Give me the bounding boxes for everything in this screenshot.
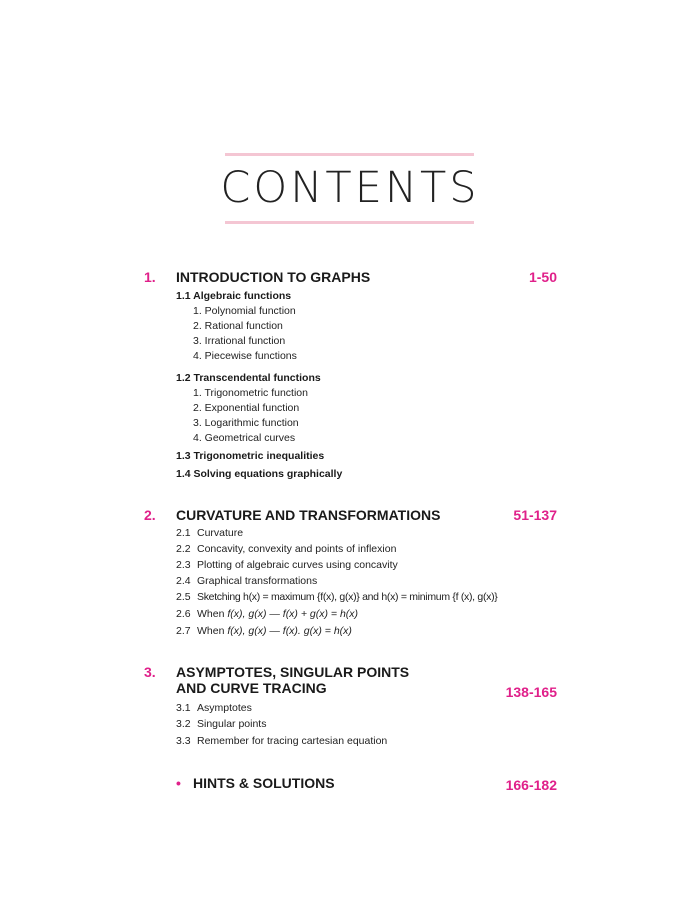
list-item: 1. Trigonometric function: [193, 387, 308, 399]
hints-bullet: •: [176, 775, 181, 791]
title-rule-bottom: [225, 221, 474, 224]
section-2-5: 2.5 Sketching h(x) = maximum {f(x), g(x)} and h(x) = minimum {f (x), g(x)}: [176, 591, 498, 603]
section-1-4-heading: 1.4 Solving equations graphically: [176, 468, 343, 480]
section-2-6: 2.6 When f(x), g(x) — f(x) + g(x) = h(x): [176, 608, 359, 620]
chapter-2-number: 2.: [144, 507, 156, 523]
section-3-2: 3.2 Singular points: [176, 718, 267, 730]
list-item: 2. Exponential function: [193, 402, 300, 414]
chapter-3-pages: 138-165: [505, 684, 557, 700]
list-item: 3. Irrational function: [193, 335, 286, 347]
hints-title: HINTS & SOLUTIONS: [193, 775, 335, 791]
section-2-4: 2.4 Graphical transformations: [176, 575, 318, 587]
chapter-2-title: CURVATURE AND TRANSFORMATIONS: [176, 507, 441, 523]
page-title: CONTENTS: [220, 163, 480, 213]
hints-pages: 166-182: [505, 777, 557, 793]
title-rule-top: [225, 153, 474, 156]
chapter-3-number: 3.: [144, 664, 156, 680]
section-3-1: 3.1 Asymptotes: [176, 702, 252, 714]
chapter-3-title-line2: AND CURVE TRACING: [176, 680, 327, 696]
section-1-2-heading: 1.2 Transcendental functions: [176, 372, 321, 384]
chapter-1-pages: 1-50: [528, 269, 557, 285]
section-3-3: 3.3 Remember for tracing cartesian equation: [176, 735, 388, 747]
chapter-3-title-line1: ASYMPTOTES, SINGULAR POINTS: [176, 664, 410, 680]
section-1-3-heading: 1.3 Trigonometric inequalities: [176, 450, 325, 462]
section-2-1: 2.1 Curvature: [176, 527, 244, 539]
section-1-1-heading: 1.1 Algebraic functions: [176, 290, 292, 302]
section-2-7: 2.7 When f(x), g(x) — f(x). g(x) = h(x): [176, 625, 352, 637]
chapter-1-number: 1.: [144, 269, 156, 285]
list-item: 4. Geometrical curves: [193, 432, 296, 444]
section-2-2: 2.2 Concavity, convexity and points of inflexion: [176, 543, 397, 555]
chapter-1-title: INTRODUCTION TO GRAPHS: [176, 269, 371, 285]
list-item: 1. Polynomial function: [193, 305, 296, 317]
list-item: 3. Logarithmic function: [193, 417, 299, 429]
chapter-2-pages: 51-137: [513, 507, 557, 523]
list-item: 4. Piecewise functions: [193, 350, 297, 362]
section-2-3: 2.3 Plotting of algebraic curves using concavity: [176, 559, 398, 571]
list-item: 2. Rational function: [193, 320, 283, 332]
